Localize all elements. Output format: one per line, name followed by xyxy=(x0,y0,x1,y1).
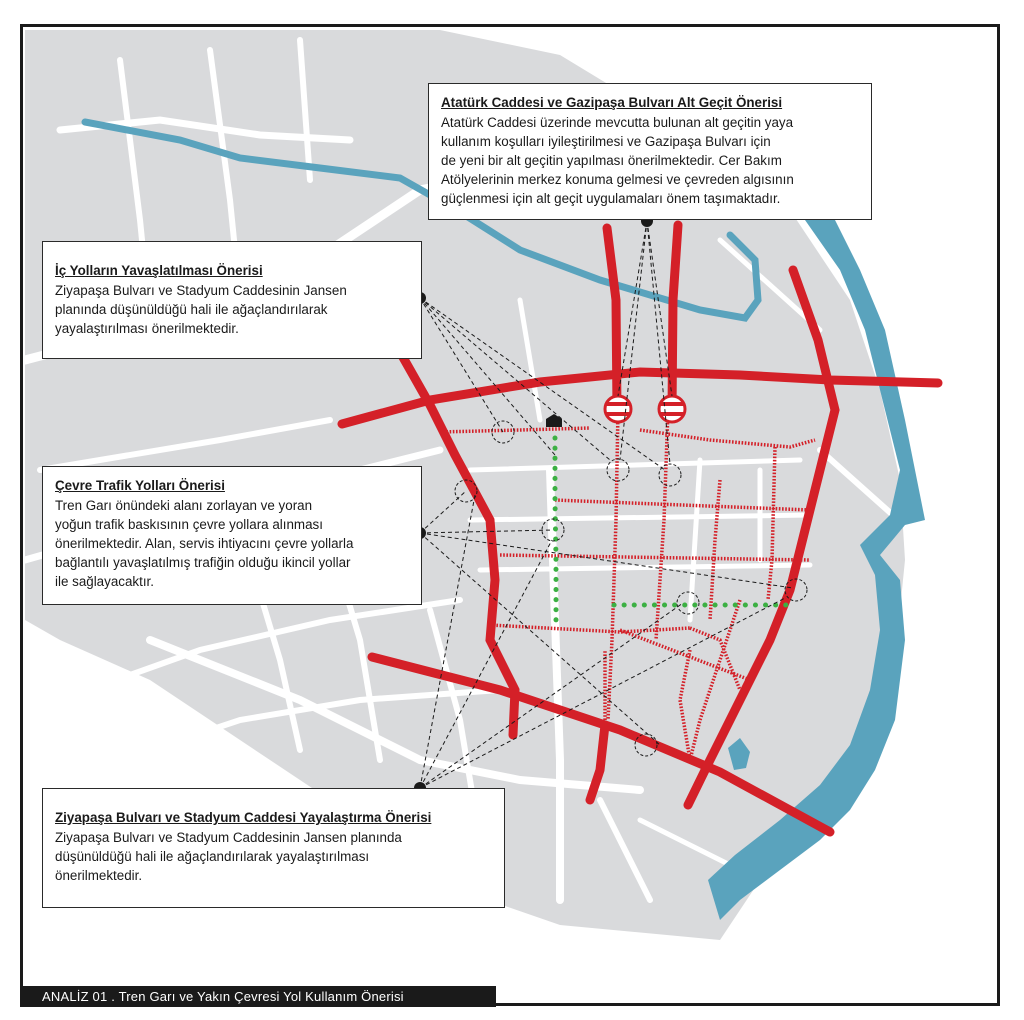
callout-pedestrian-title: Ziyapaşa Bulvarı ve Stadyum Caddesi Yayalaştırma Önerisi xyxy=(55,810,432,825)
callout-ring-roads-line: ile sağlayacaktır. xyxy=(55,574,154,589)
callout-pedestrian xyxy=(42,788,505,908)
callout-slowdown-line: Ziyapaşa Bulvarı ve Stadyum Caddesinin Jansen xyxy=(55,283,347,298)
callout-underpass xyxy=(428,83,872,220)
callout-slowdown-line: planında düşünüldüğü hali ile ağaçlandırılarak xyxy=(55,302,328,317)
callout-slowdown-line: yayalaştırılması önerilmektedir. xyxy=(55,321,239,336)
callout-underpass-title: Atatürk Caddesi ve Gazipaşa Bulvarı Alt Geçit Önerisi xyxy=(441,95,783,110)
callout-ring-roads-line: yoğun trafik baskısının çevre yollara alınması xyxy=(55,517,323,532)
callout-ring-roads-line: bağlantılı yavaşlatılmış trafiğin olduğu ikincil yollar xyxy=(55,555,351,570)
callout-ring-roads-line: Tren Garı önündeki alanı zorlayan ve yoran xyxy=(55,498,313,513)
callout-pedestrian-line: önerilmektedir. xyxy=(55,868,143,883)
callout-underpass-line: Atatürk Caddesi üzerinde mevcutta bulunan alt geçitin yaya xyxy=(441,115,794,130)
callout-underpass-line: de yeni bir alt geçitin yapılması önerilmektedir. Cer Bakım xyxy=(441,153,782,168)
callout-underpass-line: Atölyelerinin merkez konuma gelmesi ve çevreden algısının xyxy=(441,172,794,187)
callout-slowdown xyxy=(42,241,422,359)
callout-underpass-line: kullanım koşulları iyileştirilmesi ve Gazipaşa Bulvarı için xyxy=(441,134,771,149)
callout-pedestrian-line: düşünüldüğü hali ile ağaçlandırılarak yayalaştırılması xyxy=(55,849,370,864)
callout-underpass-line: güçlenmesi için alt geçit uygulamaları önem taşımaktadır. xyxy=(441,191,781,206)
callout-slowdown-title: İç Yolların Yavaşlatılması Önerisi xyxy=(55,263,263,278)
callout-ring-roads-line: önerilmektedir. Alan, servis ihtiyacını çevre yollarla xyxy=(55,536,354,551)
callout-ring-roads xyxy=(42,466,422,605)
figure-caption: ANALİZ 01 . Tren Garı ve Yakın Çevresi Yol Kullanım Önerisi xyxy=(20,986,496,1007)
callout-pedestrian-line: Ziyapaşa Bulvarı ve Stadyum Caddesinin Jansen planında xyxy=(55,830,402,845)
callout-ring-roads-title: Çevre Trafik Yolları Önerisi xyxy=(55,478,225,493)
